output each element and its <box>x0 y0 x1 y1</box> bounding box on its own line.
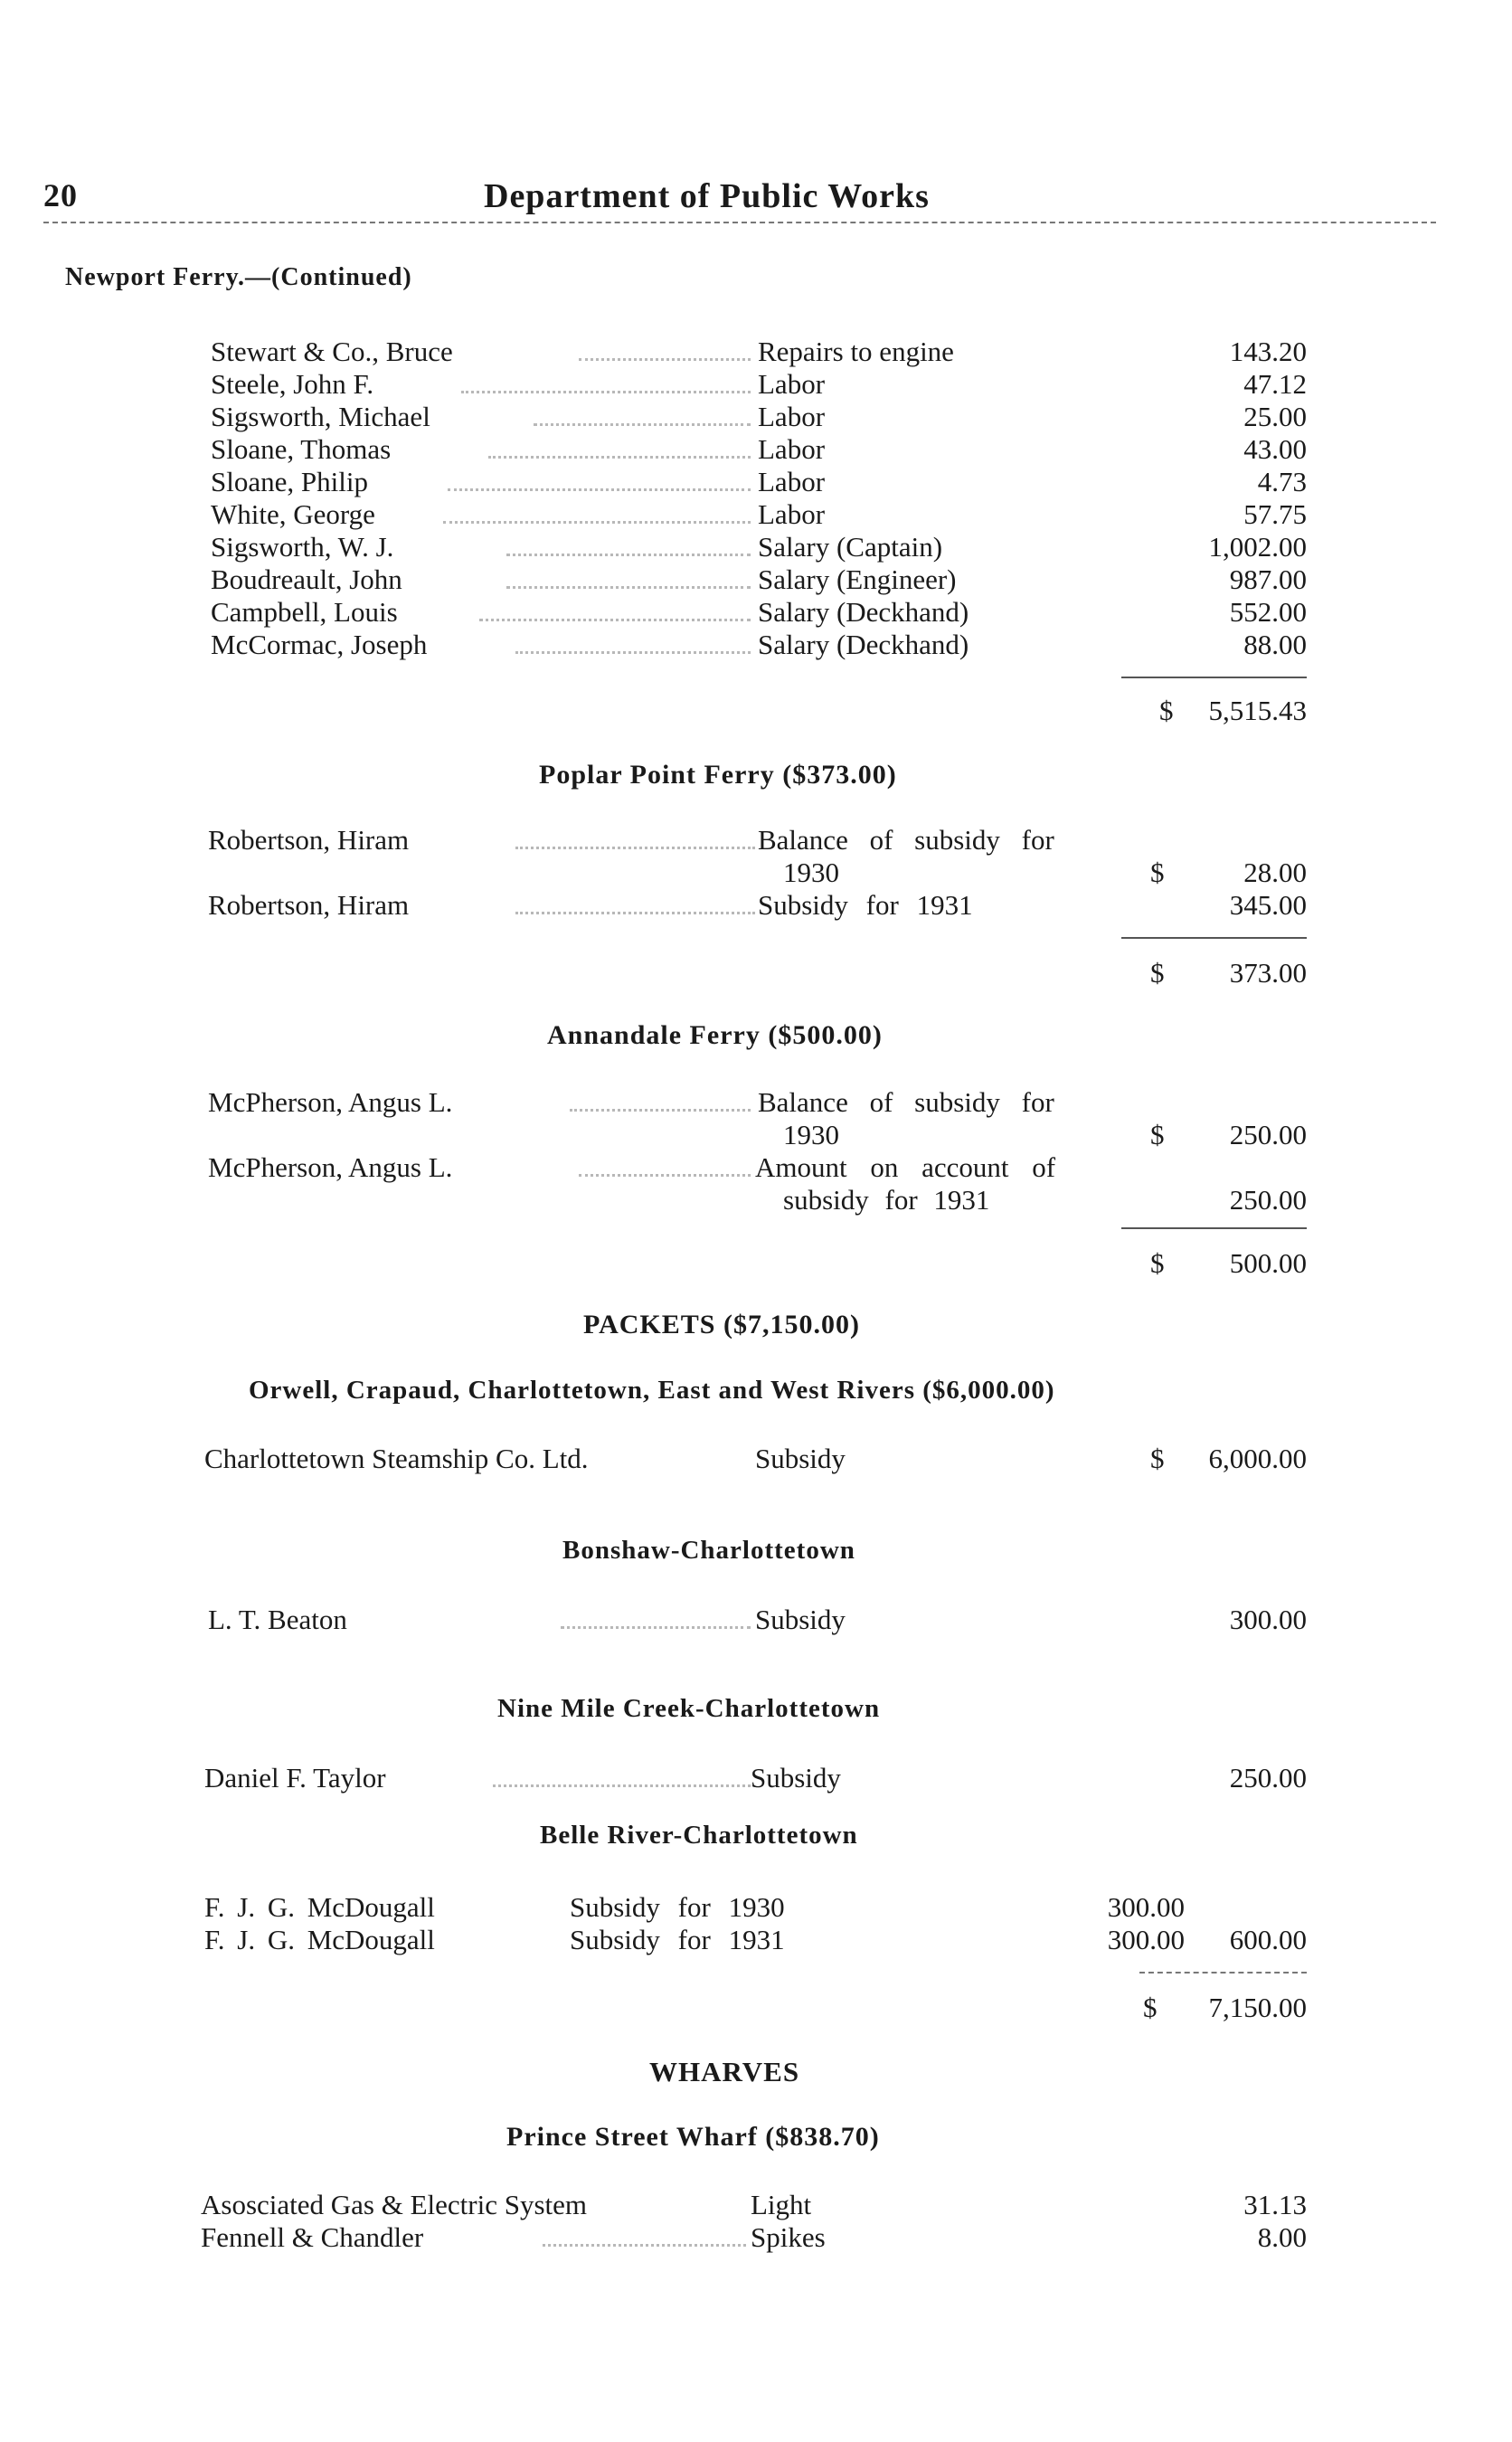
page-title: Department of Public Works <box>484 177 930 215</box>
item-description: Salary (Deckhand) <box>758 629 969 660</box>
payee-name: Boudreault, John <box>211 563 402 595</box>
item-amount: 552.00 <box>1229 596 1307 628</box>
leader-dots <box>461 391 751 393</box>
header-rule <box>43 222 1436 223</box>
payee-name: Campbell, Louis <box>211 596 398 628</box>
leader-dots <box>579 358 751 361</box>
item-description: Repairs to engine <box>758 336 954 367</box>
item-description: Labor <box>758 401 826 432</box>
item-amount: 345.00 <box>1229 889 1307 921</box>
leader-dots <box>515 651 751 654</box>
item-currency: $ <box>1150 1119 1165 1150</box>
payee-name: Sigsworth, Michael <box>211 401 430 432</box>
section-total: 5,515.43 <box>1208 695 1307 726</box>
item-description: Subsidy <box>755 1604 846 1635</box>
leader-dots <box>534 423 751 426</box>
leader-dots <box>443 521 751 524</box>
payee-name: Daniel F. Taylor <box>204 1762 386 1794</box>
item-description: Subsidy for 1930 <box>570 1891 785 1923</box>
item-description: Subsidy for 1931 <box>758 889 973 921</box>
item-currency: $ <box>1150 1443 1165 1474</box>
total-currency: $ <box>1159 695 1174 726</box>
item-amount: 143.20 <box>1229 336 1307 367</box>
payee-name: Sigsworth, W. J. <box>211 531 394 563</box>
section-heading-newport: Newport Ferry.—(Continued) <box>65 263 412 291</box>
leader-dots <box>561 1626 751 1629</box>
item-amount: 6,000.00 <box>1208 1443 1307 1474</box>
item-amount: 43.00 <box>1243 433 1307 465</box>
leader-dots <box>493 1784 751 1787</box>
item-description: Salary (Engineer) <box>758 563 957 595</box>
item-description: Labor <box>758 498 826 530</box>
total-currency: $ <box>1150 957 1165 989</box>
section-total: 500.00 <box>1229 1247 1307 1279</box>
item-amount: 8.00 <box>1257 2221 1307 2253</box>
payee-name: Steele, John F. <box>211 368 374 400</box>
section-heading-wharves: WHARVES <box>649 2056 800 2087</box>
item-description-cont: 1930 <box>783 1119 839 1150</box>
item-amount: 300.00 <box>1229 1604 1307 1635</box>
total-currency: $ <box>1143 1992 1158 2023</box>
subsection-heading-orwell: Orwell, Crapaud, Charlottetown, East and West Rivers ($6,000.00) <box>249 1376 1055 1405</box>
payee-name: F. J. G. McDougall <box>204 1891 435 1923</box>
item-description: Subsidy for 1931 <box>570 1924 785 1955</box>
item-description: Labor <box>758 433 826 465</box>
section-total: 7,150.00 <box>1208 1992 1307 2023</box>
item-amount: 250.00 <box>1229 1762 1307 1794</box>
total-currency: $ <box>1150 1247 1165 1279</box>
item-subamount: 300.00 <box>1107 1891 1185 1923</box>
payee-name: Sloane, Thomas <box>211 433 392 465</box>
item-description: Light <box>751 2189 812 2220</box>
item-currency: $ <box>1150 857 1165 888</box>
item-amount: 57.75 <box>1243 498 1307 530</box>
leader-dots <box>543 2244 746 2247</box>
payee-name: Fennell & Chandler <box>201 2221 424 2253</box>
item-description: Balance of subsidy for <box>758 824 1054 856</box>
payee-name: Asosciated Gas & Electric System <box>201 2189 588 2220</box>
payee-name: White, George <box>211 498 375 530</box>
section-total: 373.00 <box>1229 957 1307 989</box>
payee-name: F. J. G. McDougall <box>204 1924 435 1955</box>
leader-dots <box>488 456 751 459</box>
total-rule <box>1139 1972 1307 1973</box>
item-amount: 25.00 <box>1243 401 1307 432</box>
item-amount: 1,002.00 <box>1208 531 1307 563</box>
payee-name: Robertson, Hiram <box>208 824 410 856</box>
item-description-cont: 1930 <box>783 857 839 888</box>
section-heading-annandale: Annandale Ferry ($500.00) <box>547 1020 883 1050</box>
item-description: Labor <box>758 466 826 497</box>
item-description: Salary (Captain) <box>758 531 943 563</box>
item-description: Balance of subsidy for <box>758 1086 1054 1118</box>
leader-dots <box>579 1174 751 1177</box>
leader-dots <box>479 619 751 621</box>
section-heading-poplar: Poplar Point Ferry ($373.00) <box>539 760 897 790</box>
item-amount: 88.00 <box>1243 629 1307 660</box>
item-description: Labor <box>758 368 826 400</box>
payee-name: McPherson, Angus L. <box>208 1086 453 1118</box>
item-description-cont: subsidy for 1931 <box>783 1184 990 1216</box>
item-description: Subsidy <box>755 1443 846 1474</box>
page-number: 20 <box>43 177 78 213</box>
leader-dots <box>515 912 755 914</box>
leader-dots <box>570 1109 751 1112</box>
payee-name: Robertson, Hiram <box>208 889 410 921</box>
payee-name: McPherson, Angus L. <box>208 1151 453 1183</box>
item-amount: 31.13 <box>1243 2189 1307 2220</box>
item-description: Subsidy <box>751 1762 841 1794</box>
subsection-heading-nine-mile: Nine Mile Creek-Charlottetown <box>497 1694 881 1723</box>
payee-name: Stewart & Co., Bruce <box>211 336 453 367</box>
payee-name: L. T. Beaton <box>208 1604 347 1635</box>
item-description: Amount on account of <box>755 1151 1056 1183</box>
item-amount: 4.73 <box>1257 466 1307 497</box>
leader-dots <box>515 847 755 849</box>
leader-dots <box>448 488 751 491</box>
item-description: Spikes <box>751 2221 826 2253</box>
leader-dots <box>506 586 751 589</box>
item-amount: 250.00 <box>1229 1184 1307 1216</box>
subsection-heading-prince: Prince Street Wharf ($838.70) <box>506 2122 880 2152</box>
section-heading-packets: PACKETS ($7,150.00) <box>583 1310 860 1339</box>
item-amount: 250.00 <box>1229 1119 1307 1150</box>
subsection-heading-belle: Belle River-Charlottetown <box>540 1821 858 1850</box>
total-rule <box>1121 937 1307 939</box>
leader-dots <box>506 554 751 556</box>
total-rule <box>1121 677 1307 678</box>
item-amount: 47.12 <box>1243 368 1307 400</box>
item-subamount: 300.00 <box>1107 1924 1185 1955</box>
total-rule <box>1121 1227 1307 1229</box>
payee-name: Charlottetown Steamship Co. Ltd. <box>204 1443 589 1474</box>
item-amount: 600.00 <box>1229 1924 1307 1955</box>
subsection-heading-bonshaw: Bonshaw-Charlottetown <box>562 1536 855 1565</box>
payee-name: McCormac, Joseph <box>211 629 428 660</box>
payee-name: Sloane, Philip <box>211 466 368 497</box>
item-amount: 28.00 <box>1243 857 1307 888</box>
item-description: Salary (Deckhand) <box>758 596 969 628</box>
item-amount: 987.00 <box>1229 563 1307 595</box>
